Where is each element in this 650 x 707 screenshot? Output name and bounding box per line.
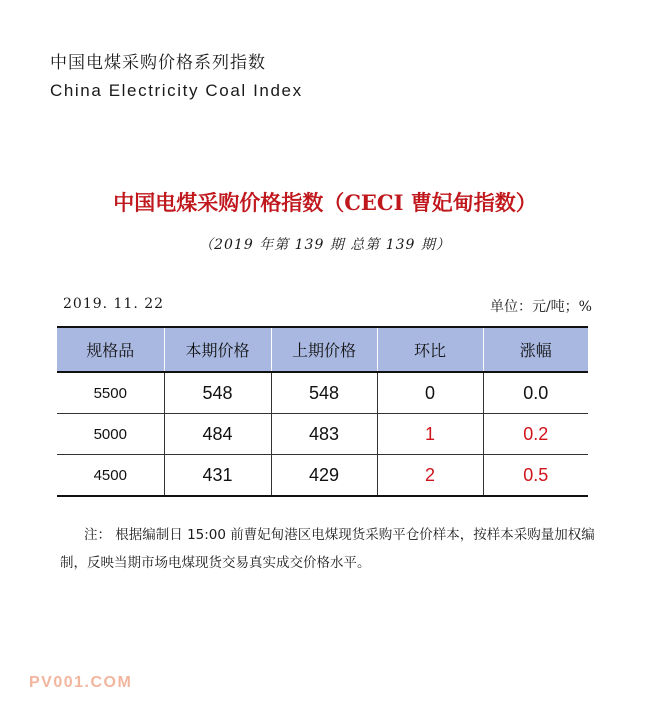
report-title: 中国电煤采购价格指数（CECI 曹妃甸指数） [113,190,537,215]
cell-change: 2 [377,455,483,497]
column-header-spec: 规格品 [57,327,164,372]
header-title-en: China Electricity Coal Index [50,81,303,100]
price-index-table [57,326,588,497]
cell-spec: 5000 [57,414,164,455]
report-date: 2019. 11. 22 [63,296,165,312]
cell-previous-price: 548 [271,372,377,414]
cell-percent-change: 0.0 [483,372,588,414]
cell-previous-price: 483 [271,414,377,455]
watermark: PV001.COM [29,674,133,691]
column-header-change: 环比 [377,327,483,372]
column-header-percent-change: 涨幅 [483,327,588,372]
header-title-cn: 中国电煤采购价格系列指数 [50,53,266,73]
report-issue-subtitle: （2019 年第 139 期 总第 139 期） [199,237,451,253]
cell-percent-change: 0.2 [483,414,588,455]
cell-current-price: 484 [164,414,271,455]
cell-percent-change: 0.5 [483,455,588,497]
methodology-note: 注： 根据编制日 15:00 前曹妃甸港区电煤现货采购平仓价样本，按样本采购量加权编制，反映当期市场电煤现货交易真实成交价格水平。 [60,527,595,571]
cell-change: 1 [377,414,483,455]
table-header-row [57,327,588,372]
column-header-previous-price: 上期价格 [271,327,377,372]
unit-label: 单位：元/吨；% [489,299,592,315]
column-header-current-price: 本期价格 [164,327,271,372]
cell-current-price: 431 [164,455,271,497]
table-row [57,414,588,455]
cell-previous-price: 429 [271,455,377,497]
cell-change: 0 [377,372,483,414]
table-row [57,372,588,414]
table-row [57,455,588,497]
cell-current-price: 548 [164,372,271,414]
cell-spec: 5500 [57,372,164,414]
cell-spec: 4500 [57,455,164,497]
